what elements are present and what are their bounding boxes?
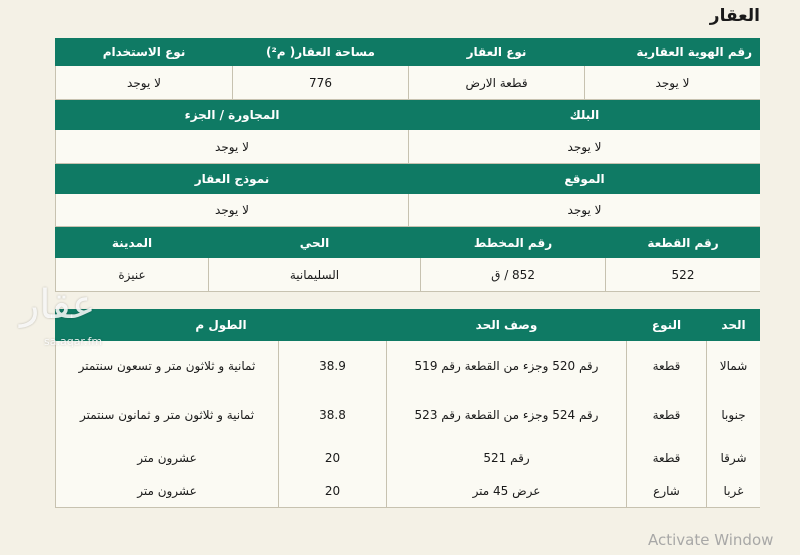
boundary-description: رقم 521 bbox=[386, 440, 626, 475]
boundary-length-number: 38.8 bbox=[278, 390, 386, 440]
boundary-direction: شرقا bbox=[706, 440, 760, 475]
boundary-row bbox=[55, 475, 760, 508]
section4-header-row bbox=[55, 227, 760, 258]
boundary-type: قطعة bbox=[626, 341, 706, 390]
header-neighborhood-part: المجاورة / الجزء bbox=[55, 100, 408, 130]
boundary-type: قطعة bbox=[626, 440, 706, 475]
value-property-type: قطعة الارض bbox=[408, 66, 584, 99]
value-neighborhood-part: لا يوجد bbox=[55, 130, 408, 163]
boundary-row bbox=[55, 440, 760, 476]
boundary-description: عرض 45 متر bbox=[386, 475, 626, 507]
value-property-id: لا يوجد bbox=[584, 66, 760, 99]
boundary-type: شارع bbox=[626, 475, 706, 507]
boundary-length-number: 38.9 bbox=[278, 341, 386, 390]
boundary-length-words: عشرون متر bbox=[55, 440, 278, 475]
boundary-length-number: 20 bbox=[278, 440, 386, 475]
value-property-area: 776 bbox=[232, 66, 408, 99]
header-city: المدينة bbox=[55, 227, 208, 258]
boundary-direction: شمالا bbox=[706, 341, 760, 390]
header-plan-number: رقم المخطط bbox=[420, 227, 605, 258]
boundary-length-words: عشرون متر bbox=[55, 475, 278, 507]
boundary-length-number: 20 bbox=[278, 475, 386, 507]
value-usage-type: لا يوجد bbox=[55, 66, 232, 99]
value-plot-number: 522 bbox=[605, 258, 760, 291]
section1-header-row bbox=[55, 38, 760, 66]
section2-value-row bbox=[55, 130, 760, 164]
section4-value-row bbox=[55, 258, 760, 292]
header-block: البلك bbox=[408, 100, 760, 130]
header-property-type: نوع العقار bbox=[408, 38, 584, 66]
header-boundary-type: النوع bbox=[626, 309, 706, 341]
value-district: السليمانية bbox=[208, 258, 420, 291]
value-city: عنيزة bbox=[55, 258, 208, 291]
header-location: الموقع bbox=[408, 164, 760, 194]
header-boundary: الحد bbox=[706, 309, 760, 341]
aqar-watermark-logo: عقار bbox=[20, 282, 96, 328]
value-property-model: لا يوجد bbox=[55, 194, 408, 226]
section1-value-row bbox=[55, 66, 760, 100]
page-title: العقار bbox=[709, 6, 760, 26]
header-district: الحي bbox=[208, 227, 420, 258]
header-length: الطول م bbox=[55, 309, 386, 341]
header-property-area: مساحة العقار( م²) bbox=[232, 38, 408, 66]
aqar-watermark-url: sa.aqar.fm bbox=[44, 335, 103, 348]
boundary-length-words: ثمانية و ثلاثون متر و ثمانون سنتمتر bbox=[55, 390, 278, 440]
boundary-type: قطعة bbox=[626, 390, 706, 440]
value-plan-number: 852 / ق bbox=[420, 258, 605, 291]
boundary-description: رقم 524 وجزء من القطعة رقم 523 bbox=[386, 390, 626, 440]
boundary-direction: جنوبا bbox=[706, 390, 760, 440]
header-usage-type: نوع الاستخدام bbox=[55, 38, 232, 66]
boundary-direction: غربا bbox=[706, 475, 760, 507]
section3-value-row bbox=[55, 194, 760, 227]
header-plot-number: رقم القطعة bbox=[605, 227, 760, 258]
section2-header-row bbox=[55, 100, 760, 130]
header-property-model: نموذج العقار bbox=[55, 164, 408, 194]
boundaries-header-row bbox=[55, 309, 760, 341]
header-boundary-description: وصف الحد bbox=[386, 309, 626, 341]
activate-windows-notice: Activate Window bbox=[648, 531, 774, 549]
section3-header-row bbox=[55, 164, 760, 194]
boundary-row bbox=[55, 390, 760, 441]
boundary-length-words: ثمانية و ثلاثون متر و تسعون سنتمتر bbox=[55, 341, 278, 390]
boundary-description: رقم 520 وجزء من القطعة رقم 519 bbox=[386, 341, 626, 390]
value-block: لا يوجد bbox=[408, 130, 760, 163]
boundary-row bbox=[55, 341, 760, 391]
header-property-id: رقم الهوية العقارية bbox=[584, 38, 760, 66]
value-location: لا يوجد bbox=[408, 194, 760, 226]
